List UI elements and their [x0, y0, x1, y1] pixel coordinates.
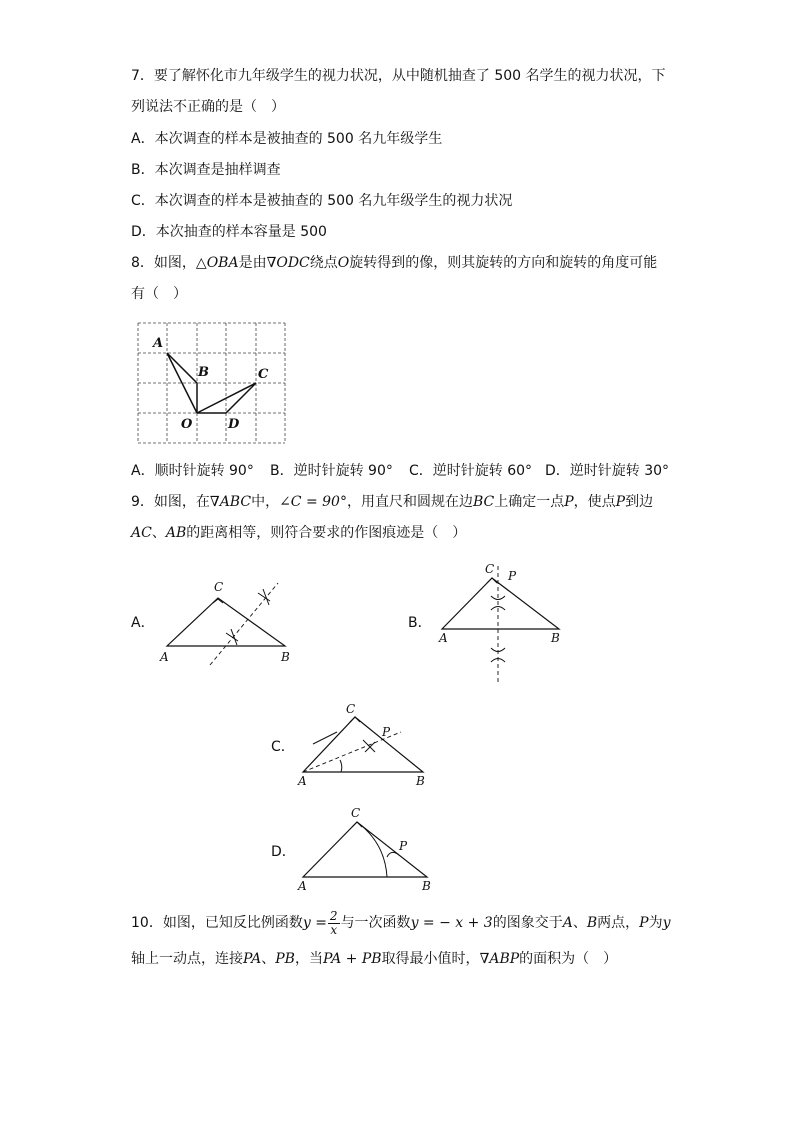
q9a-arc-marks: [226, 589, 270, 645]
q9b-label-b: B: [551, 631, 560, 645]
q8-option-d: D．逆时针旋转 30°: [545, 463, 670, 479]
q9-text: 中，: [251, 494, 280, 510]
q10-text: 两点，: [597, 915, 640, 931]
q9-text: 到边: [625, 494, 654, 510]
q8-label-a: A: [153, 336, 164, 351]
q10-y-equals: y =: [302, 915, 327, 931]
q10-text: 的面积为（ ）: [519, 951, 618, 967]
q10-text: 轴上一动点，连接: [131, 951, 243, 967]
q10-text: 为: [648, 915, 663, 931]
q10-text: 的图象交于: [492, 915, 563, 931]
q9a-label-b: B: [281, 650, 290, 664]
q9-side-ac: AC: [131, 525, 152, 541]
q10-text: 、: [261, 951, 276, 967]
q9b-label-p: P: [508, 569, 517, 583]
q9c-label-c: C: [346, 702, 356, 716]
q8-triangle-odc: ∇ODC: [266, 255, 310, 271]
q7-option-d: D．本次抽查的样本容量是 500: [131, 224, 327, 240]
q9b-label-a: A: [439, 631, 448, 645]
q8-label-c: C: [258, 367, 269, 382]
q9c-triangle: [303, 717, 423, 772]
q8-label-d: D: [228, 417, 240, 432]
q10-y-axis: y: [662, 915, 671, 931]
q9-point-p: P: [615, 494, 626, 510]
q10-text: 取得最小值时，: [381, 951, 480, 967]
q9-stem-line2: [131, 523, 466, 543]
q10-text: 与一次函数: [340, 915, 411, 931]
q8-grid-figure: [135, 320, 287, 446]
q10-stem-line1: [131, 908, 670, 938]
q10-segment-pa: PA: [243, 951, 262, 967]
q9-triangle-abc: ∇ABC: [209, 494, 252, 510]
q10-segment-pb: PB: [275, 951, 295, 967]
q9-option-d-label: D．: [271, 844, 296, 860]
q9c-label-a: A: [298, 774, 307, 788]
q10-text: ，当: [294, 951, 323, 967]
q9-text: 上确定一点: [494, 494, 565, 510]
q9a-label-a: A: [160, 650, 169, 664]
q10-point-b: B: [586, 915, 598, 931]
q8-triangle-oba: △OBA: [195, 255, 239, 271]
q8-triangle-odc-shape: [197, 383, 256, 413]
q9-text: 的距离相等，则符合要求的作图痕迹是（ ）: [186, 525, 467, 541]
q7-option-a: A．本次调查的样本是被抽查的 500 名九年级学生: [131, 131, 443, 147]
q8-option-a: A．顺时针旋转 90°: [131, 463, 254, 479]
q8-option-b: B．逆时针旋转 90°: [270, 463, 393, 479]
q8-num: 8．如图，: [131, 255, 196, 271]
q9-side-bc: BC: [472, 494, 495, 510]
q8-text: 是由: [238, 255, 267, 271]
q9-figure-c: [295, 700, 430, 790]
q9-angle-c: ∠C = 90°: [279, 494, 347, 510]
q7-option-c: C．本次调查的样本是被抽查的 500 名九年级学生的视力状况: [131, 193, 513, 209]
q9d-label-b: B: [422, 879, 431, 893]
q8-point-o: O: [337, 255, 350, 271]
q9-num: 9．如图，在: [131, 494, 210, 510]
q9c-label-b: B: [416, 774, 425, 788]
q9-text: 、: [151, 525, 166, 541]
q9-side-ab: AB: [165, 525, 187, 541]
q8-text: 旋转得到的像，则其旋转的方向和旋转的角度可能: [349, 255, 658, 271]
q9-option-a-label: A．: [131, 615, 155, 631]
q9a-label-c: C: [214, 580, 224, 594]
q10-triangle-abp: ∇ABP: [479, 951, 520, 967]
q9b-triangle: [442, 578, 559, 629]
q8-label-o: O: [181, 417, 193, 432]
q8-option-c: C．逆时针旋转 60°: [409, 463, 533, 479]
q9-figure-b: [434, 562, 564, 686]
q9-figure-a: [155, 575, 290, 664]
q7-option-b: B．本次调查是抽样调查: [131, 162, 281, 178]
q10-text: 、: [572, 915, 587, 931]
q10-sum: PA + PB: [322, 951, 382, 967]
q9-option-b-label: B．: [408, 615, 432, 631]
q9-text: ，用直尺和圆规在边: [346, 494, 473, 510]
q10-fraction: [328, 910, 340, 937]
q9d-label-p: P: [399, 839, 408, 853]
q10-fraction-numerator: 2: [329, 908, 338, 923]
q9a-dashed-bisector: [210, 583, 278, 665]
q7-stem-line2: 列说法不正确的是（ ）: [131, 99, 285, 115]
q9d-triangle: [303, 822, 427, 877]
q10-num: 10．如图，已知反比例函数: [131, 915, 303, 931]
q9a-triangle: [167, 598, 285, 646]
q8-label-b: B: [198, 365, 209, 380]
q9b-label-c: C: [485, 562, 495, 576]
q8-stem-line1: [131, 253, 657, 273]
q9c-label-p: P: [382, 725, 391, 739]
q10-stem-line2: [131, 949, 617, 969]
q10-point-p: P: [639, 915, 649, 931]
q9-point-p: P: [564, 494, 574, 510]
q9d-label-a: A: [298, 879, 307, 893]
q7-stem-line1: 7．要了解怀化市九年级学生的视力状况，从中随机抽查了 500 名学生的视力状况，下: [131, 68, 666, 84]
q9-stem-line1: [131, 492, 653, 512]
q8-stem-line2: 有（ ）: [131, 286, 187, 302]
q8-triangle-oba-shape: [167, 353, 197, 413]
q9d-label-c: C: [351, 806, 361, 820]
q10-linear-function: y = − x + 3: [410, 915, 493, 931]
q10-point-a: A: [562, 915, 573, 931]
q9-figure-d: [295, 805, 435, 893]
q10-fraction-denominator: x: [330, 922, 338, 937]
q9-text: ，使点: [573, 494, 616, 510]
q9-option-c-label: C．: [271, 739, 295, 755]
q8-text: 绕点: [309, 255, 338, 271]
